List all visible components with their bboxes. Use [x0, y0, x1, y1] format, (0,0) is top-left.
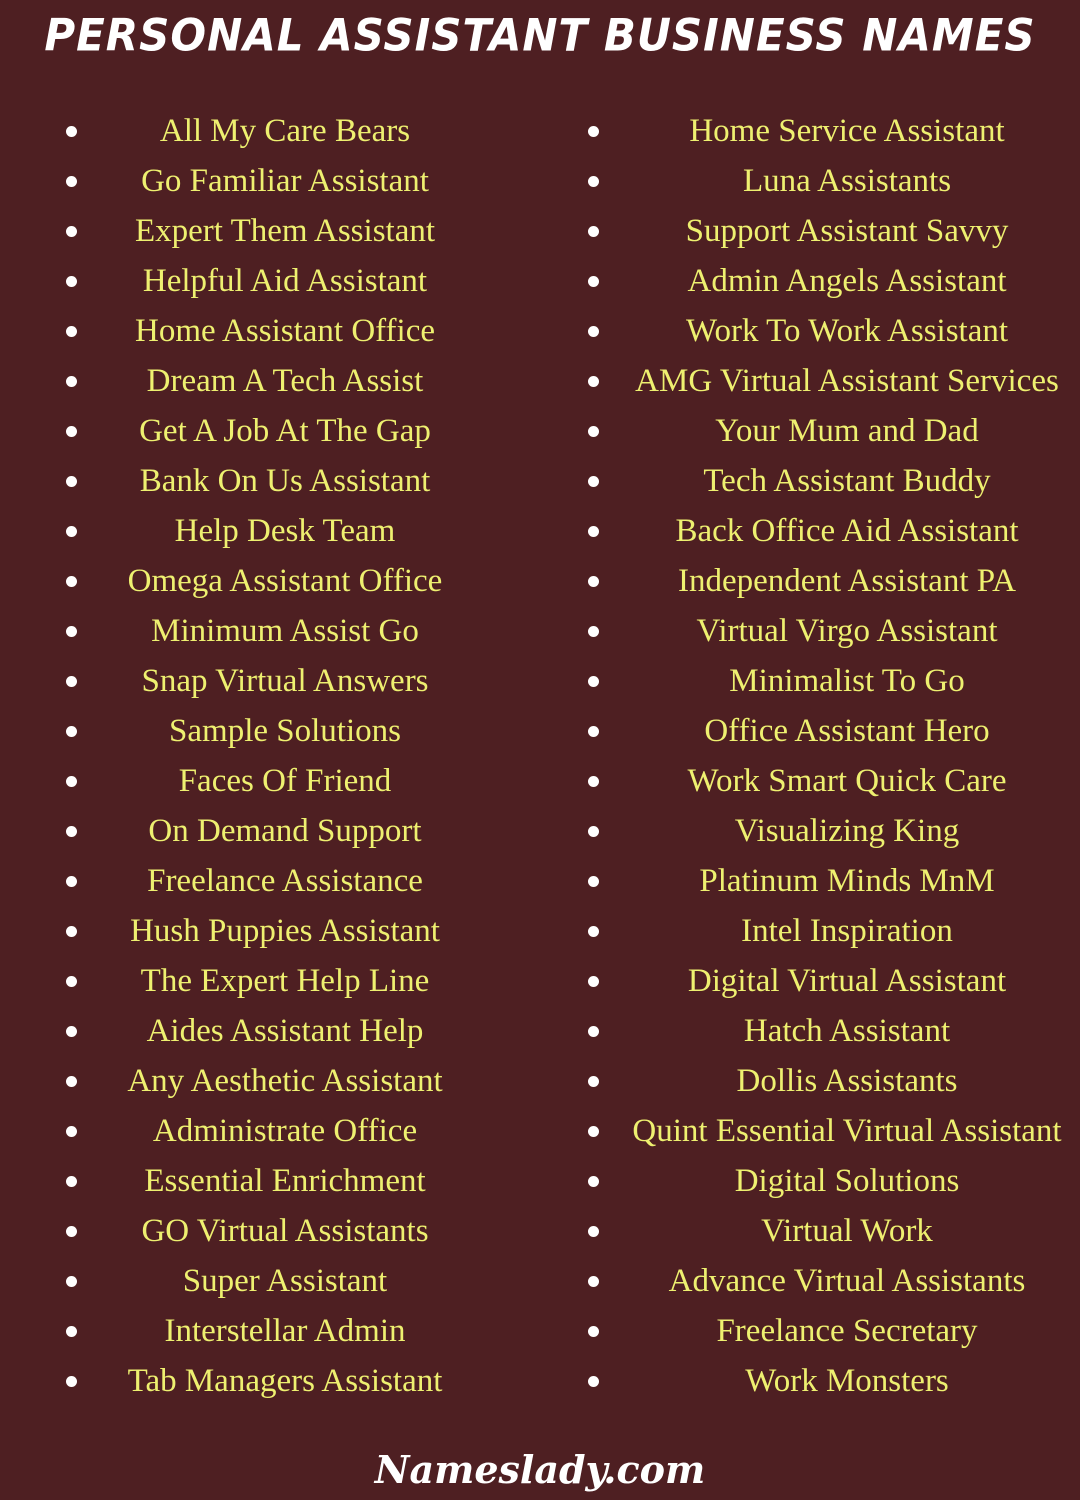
business-name: Tab Managers Assistant: [127, 1363, 443, 1399]
bullet-icon: [66, 576, 77, 587]
business-name: Tech Assistant Buddy: [703, 463, 991, 499]
business-name: GO Virtual Assistants: [141, 1213, 429, 1249]
bullet-icon: [588, 276, 599, 287]
list-item: [60, 456, 480, 506]
list-item: [60, 106, 480, 156]
bullet-icon: [66, 976, 77, 987]
bullet-icon: [588, 1176, 599, 1187]
list-item: [582, 1006, 1080, 1056]
list-item: [582, 556, 1080, 606]
bullet-icon: [66, 126, 77, 137]
business-name: Hush Puppies Assistant: [130, 913, 440, 949]
list-item: [582, 206, 1080, 256]
business-name: Helpful Aid Assistant: [142, 263, 428, 299]
bullet-icon: [588, 776, 599, 787]
list-item: [582, 106, 1080, 156]
business-name: Work Monsters: [745, 1363, 949, 1399]
business-name: Advance Virtual Assistants: [668, 1263, 1026, 1299]
business-name: Work Smart Quick Care: [687, 763, 1007, 799]
business-name: Back Office Aid Assistant: [675, 513, 1019, 549]
bullet-icon: [588, 1326, 599, 1337]
bullet-icon: [588, 1226, 599, 1237]
business-name: Platinum Minds MnM: [699, 863, 995, 899]
bullet-icon: [66, 1326, 77, 1337]
bullet-icon: [66, 1126, 77, 1137]
bullet-icon: [66, 776, 77, 787]
list-item: [582, 1306, 1080, 1356]
list-item: [60, 706, 480, 756]
business-name: Home Assistant Office: [134, 313, 435, 349]
business-name: Independent Assistant PA: [678, 563, 1016, 599]
list-item: [582, 356, 1080, 406]
list-item: [60, 1206, 480, 1256]
business-name: Quint Essential Virtual Assistant: [632, 1113, 1062, 1149]
business-name: Virtual Virgo Assistant: [696, 613, 998, 649]
business-name: Office Assistant Hero: [704, 713, 990, 749]
business-name: Faces Of Friend: [178, 763, 392, 799]
list-item: [60, 806, 480, 856]
business-name: Go Familiar Assistant: [141, 163, 429, 199]
bullet-icon: [588, 926, 599, 937]
bullet-icon: [588, 1276, 599, 1287]
business-name: Digital Virtual Assistant: [687, 963, 1007, 999]
bullet-icon: [66, 726, 77, 737]
list-item: [582, 506, 1080, 556]
list-item: [582, 706, 1080, 756]
list-item: [60, 1006, 480, 1056]
list-item: [60, 556, 480, 606]
site-watermark: Nameslady.com: [374, 1447, 706, 1492]
business-name: Snap Virtual Answers: [141, 663, 429, 699]
bullet-icon: [588, 976, 599, 987]
business-name: Digital Solutions: [734, 1163, 960, 1199]
bullet-icon: [588, 376, 599, 387]
business-name: Dollis Assistants: [736, 1063, 958, 1099]
bullet-icon: [588, 476, 599, 487]
business-name: Bank On Us Assistant: [139, 463, 431, 499]
bullet-icon: [588, 1126, 599, 1137]
bullet-icon: [66, 176, 77, 187]
business-name: All My Care Bears: [159, 113, 411, 149]
bullet-icon: [66, 876, 77, 887]
bullet-icon: [66, 1026, 77, 1037]
list-item: [582, 256, 1080, 306]
business-name: Luna Assistants: [742, 163, 952, 199]
list-item: [60, 506, 480, 556]
bullet-icon: [66, 326, 77, 337]
bullet-icon: [588, 826, 599, 837]
list-item: [60, 256, 480, 306]
business-name: The Expert Help Line: [140, 963, 430, 999]
list-item: [60, 406, 480, 456]
list-item: [582, 606, 1080, 656]
list-item: [60, 1306, 480, 1356]
bullet-icon: [588, 1076, 599, 1087]
bullet-icon: [66, 826, 77, 837]
bullet-icon: [588, 876, 599, 887]
business-name: Super Assistant: [182, 1263, 388, 1299]
list-item: [60, 1056, 480, 1106]
list-item: [582, 1256, 1080, 1306]
business-name: Administrate Office: [152, 1113, 418, 1149]
business-name: Minimalist To Go: [729, 663, 965, 699]
bullet-icon: [588, 1376, 599, 1387]
list-item: [60, 156, 480, 206]
business-name: Freelance Assistance: [147, 863, 423, 899]
list-item: [582, 306, 1080, 356]
list-item: [582, 906, 1080, 956]
business-name: Omega Assistant Office: [127, 563, 443, 599]
bullet-icon: [588, 676, 599, 687]
business-name: Aides Assistant Help: [146, 1013, 424, 1049]
bullet-icon: [66, 1376, 77, 1387]
list-item: [60, 656, 480, 706]
list-item: [582, 1056, 1080, 1106]
bullet-icon: [66, 626, 77, 637]
bullet-icon: [66, 526, 77, 537]
list-item: [582, 856, 1080, 906]
list-item: [582, 806, 1080, 856]
list-item: [60, 1256, 480, 1306]
business-name: Interstellar Admin: [164, 1313, 406, 1349]
right-name-list: [582, 106, 1080, 1406]
bullet-icon: [66, 1276, 77, 1287]
bullet-icon: [66, 476, 77, 487]
list-item: [60, 906, 480, 956]
business-name: On Demand Support: [148, 813, 422, 849]
business-name: Admin Angels Assistant: [687, 263, 1007, 299]
bullet-icon: [588, 576, 599, 587]
business-name: Hatch Assistant: [743, 1013, 951, 1049]
business-name: Support Assistant Savvy: [685, 213, 1009, 249]
list-item: [582, 1156, 1080, 1206]
bullet-icon: [588, 726, 599, 737]
list-item: [60, 856, 480, 906]
business-name: Minimum Assist Go: [151, 613, 419, 649]
business-name: Get A Job At The Gap: [139, 413, 431, 449]
bullet-icon: [66, 276, 77, 287]
business-name: Your Mum and Dad: [715, 413, 979, 449]
bullet-icon: [588, 176, 599, 187]
bullet-icon: [66, 1076, 77, 1087]
bullet-icon: [66, 676, 77, 687]
left-name-list: [60, 106, 480, 1406]
list-item: [60, 1106, 480, 1156]
bullet-icon: [588, 626, 599, 637]
business-name: Visualizing King: [734, 813, 960, 849]
list-item: [582, 1356, 1080, 1406]
list-item: [60, 206, 480, 256]
bullet-icon: [66, 1226, 77, 1237]
list-item: [60, 1156, 480, 1206]
bullet-icon: [588, 426, 599, 437]
business-name: Virtual Work: [761, 1213, 933, 1249]
list-item: [582, 406, 1080, 456]
business-name: Expert Them Assistant: [134, 213, 436, 249]
list-item: [582, 656, 1080, 706]
business-name: Work To Work Assistant: [685, 313, 1009, 349]
bullet-icon: [588, 1026, 599, 1037]
business-name: Home Service Assistant: [689, 113, 1005, 149]
bullet-icon: [588, 126, 599, 137]
bullet-icon: [66, 1176, 77, 1187]
list-item: [60, 1356, 480, 1406]
bullet-icon: [66, 376, 77, 387]
business-name: Essential Enrichment: [144, 1163, 426, 1199]
page-title: PERSONAL ASSISTANT BUSINESS NAMES: [44, 9, 1036, 62]
business-name: Help Desk Team: [174, 513, 396, 549]
bullet-icon: [588, 526, 599, 537]
bullet-icon: [66, 926, 77, 937]
bullet-icon: [588, 226, 599, 237]
bullet-icon: [66, 226, 77, 237]
business-name: Dream A Tech Assist: [146, 363, 424, 399]
business-name: Any Aesthetic Assistant: [127, 1063, 443, 1099]
list-item: [582, 956, 1080, 1006]
list-item: [582, 1206, 1080, 1256]
list-item: [582, 156, 1080, 206]
list-item: [60, 606, 480, 656]
list-item: [60, 306, 480, 356]
bullet-icon: [66, 426, 77, 437]
list-item: [60, 956, 480, 1006]
list-item: [582, 756, 1080, 806]
business-name: Intel Inspiration: [741, 913, 953, 949]
business-name: Freelance Secretary: [716, 1313, 978, 1349]
business-name: Sample Solutions: [169, 713, 401, 749]
list-item: [582, 456, 1080, 506]
list-item: [60, 356, 480, 406]
list-item: [582, 1106, 1080, 1156]
list-item: [60, 756, 480, 806]
bullet-icon: [588, 326, 599, 337]
business-name: AMG Virtual Assistant Services: [635, 363, 1059, 399]
